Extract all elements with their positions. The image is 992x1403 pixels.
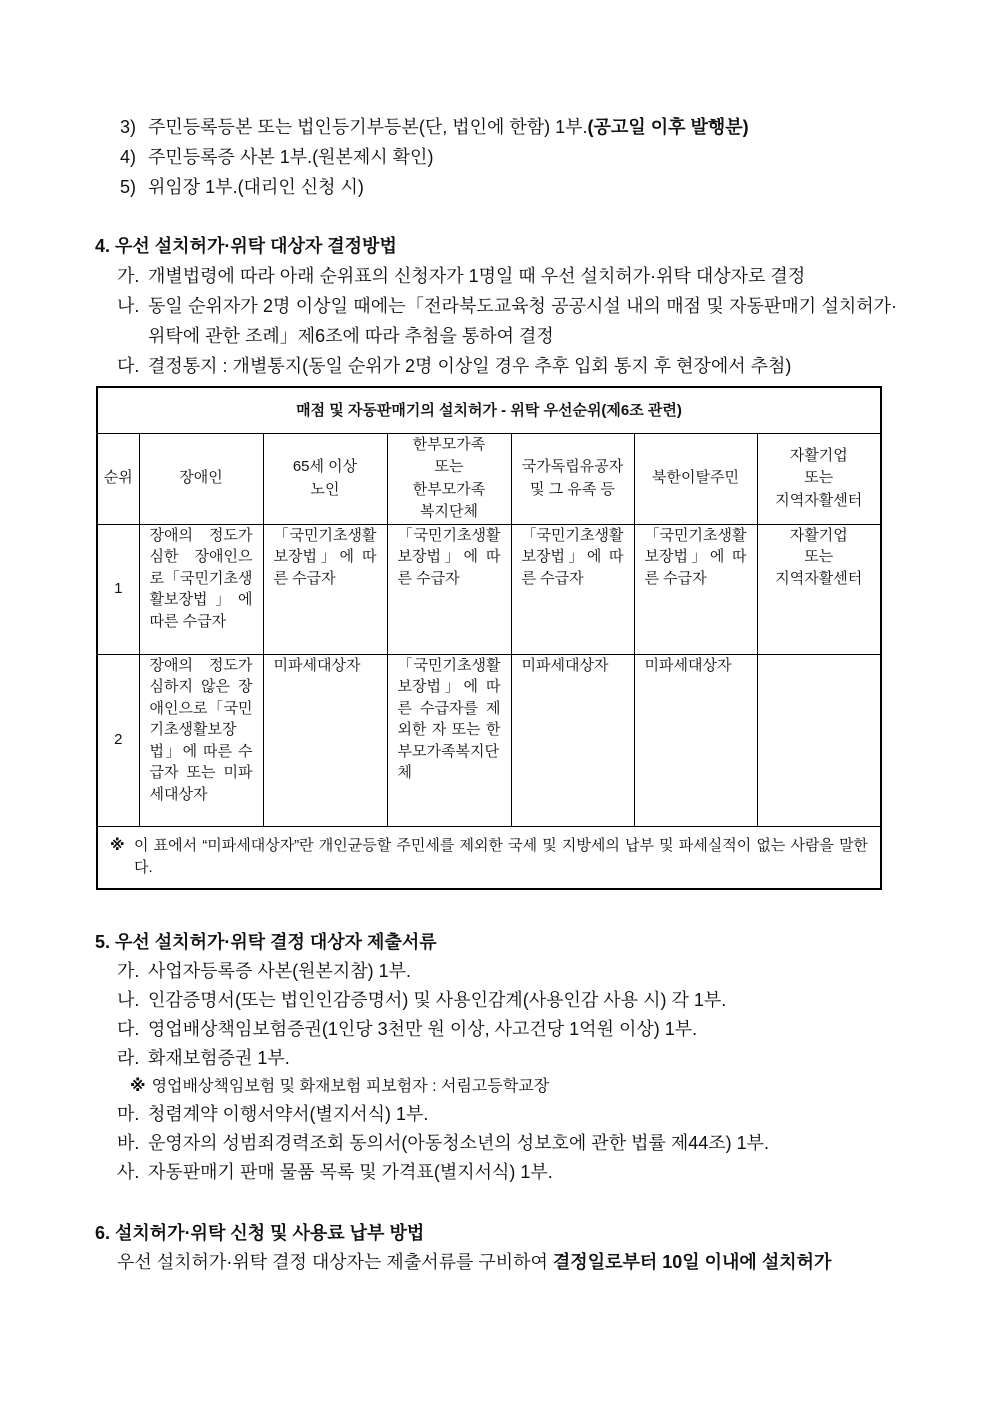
header-line: 한부모가족 xyxy=(412,435,486,453)
section-5-heading: 5. 우선 설치허가·위탁 결정 대상자 제출서류 xyxy=(95,932,437,952)
item-label: 다. xyxy=(117,356,140,376)
item-text: 자동판매기 판매 물품 목록 및 가격표(별지서식) 1부. xyxy=(148,1162,553,1182)
header-line: 장애인 xyxy=(179,469,223,487)
list-item xyxy=(95,291,897,351)
table-cell: 장애의 정도가 심한 장애인으로「국민기초생활보장법」에 따른 수급자 xyxy=(139,524,263,654)
item-emphasis: (공고일 이후 발행분) xyxy=(587,117,749,137)
table-cell: 「국민기초생활보장법」에 따른 수급자 xyxy=(511,524,634,654)
list-item xyxy=(95,1100,897,1129)
list-item xyxy=(95,112,897,142)
table-cell: 미파세대상자 xyxy=(511,654,634,826)
item-text: 운영자의 성범죄경력조회 동의서(아동청소년의 성보호에 관한 법률 제44조) 1부. xyxy=(148,1133,770,1153)
item-text: 인감증명서(또는 법인인감증명서) 및 사용인감계(사용인감 사용 시) 각 1부. xyxy=(148,990,727,1010)
header-defectors xyxy=(634,433,757,524)
list-item xyxy=(95,986,897,1015)
item-label: 라. xyxy=(117,1048,140,1068)
rank-cell: 1 xyxy=(97,524,139,654)
item-number: 3) xyxy=(120,117,137,137)
list-item xyxy=(95,1158,897,1187)
table-cell: 「국민기초생활보장법」에 따른 수급자 xyxy=(263,524,387,654)
header-line: 또는 xyxy=(434,458,464,475)
table-row xyxy=(97,654,881,826)
item-text: 동일 순위자가 2명 이상일 때에는「전라북도교육청 공공시설 내의 매점 및 자동판매기 설치허가·위탁에 관한 조례」제6조에 따라 추첨을 통하여 결정 xyxy=(148,296,897,346)
header-disabled xyxy=(139,433,263,524)
header-line: 또는 xyxy=(804,469,834,487)
item-label: 사. xyxy=(117,1162,140,1182)
header-line: 한부모가족 xyxy=(412,480,486,498)
list-item xyxy=(95,1129,897,1158)
item-number: 4) xyxy=(120,147,137,167)
table-cell xyxy=(757,654,881,826)
item-text: 영업배상책임보험증권(1인당 3천만 원 이상, 사고건당 1억원 이상) 1부. xyxy=(148,1019,698,1039)
item-label: 나. xyxy=(117,296,140,316)
reference-mark-icon: ※ xyxy=(110,837,125,855)
list-item xyxy=(95,957,897,986)
section-6-paragraph xyxy=(95,1248,897,1276)
list-item xyxy=(95,142,897,172)
item-text: 주민등록등본 또는 법인등기부등본(단, 법인에 한함) 1부. xyxy=(148,117,588,137)
priority-table xyxy=(96,386,882,890)
table-note-text: 이 표에서 “미파세대상자”란 개인균등할 주민세를 제외한 국세 및 지방세의 납부 및 파세실적이 없는 사람을 말한다. xyxy=(134,837,869,877)
table-cell: 「국민기초생활보장법」에 따른 수급자 xyxy=(387,524,511,654)
header-elderly xyxy=(263,433,387,524)
item-label: 바. xyxy=(117,1133,140,1153)
item-label: 다. xyxy=(117,1019,140,1039)
required-documents-continued xyxy=(95,112,897,202)
table-title-row xyxy=(97,387,881,433)
list-item xyxy=(95,1015,897,1044)
header-self-support xyxy=(757,433,881,524)
header-line: 복지단체 xyxy=(420,503,478,520)
cell-line: 또는 xyxy=(804,548,834,565)
header-line: 북한이탈주민 xyxy=(652,469,739,487)
table-title: 매점 및 자동판매기의 설치허가 - 위탁 우선순위(제6조 관련) xyxy=(97,387,881,433)
list-item xyxy=(95,172,897,202)
item-text: 주민등록증 사본 1부.(원본제시 확인) xyxy=(148,147,434,167)
table-note-row xyxy=(97,826,881,889)
table-cell: 「국민기초생활보장법」에 따른 수급자 xyxy=(634,524,757,654)
list-item xyxy=(95,261,897,291)
table-cell: 미파세대상자 xyxy=(634,654,757,826)
table-header-row xyxy=(97,433,881,524)
header-line: 순위 xyxy=(103,469,133,487)
item-label: 마. xyxy=(117,1104,140,1124)
item-label: 가. xyxy=(117,961,140,981)
header-single-parent xyxy=(387,433,511,524)
section-6-heading: 6. 설치허가·위탁 신청 및 사용료 납부 방법 xyxy=(95,1223,425,1243)
section-4-heading: 4. 우선 설치허가·위탁 대상자 결정방법 xyxy=(95,236,397,256)
section-5-items xyxy=(95,957,897,1187)
item-label: 나. xyxy=(117,990,140,1010)
header-patriots xyxy=(511,433,634,524)
section-4-items xyxy=(95,261,897,381)
item-text: 개별법령에 따라 아래 순위표의 신청자가 1명일 때 우선 설치허가·위탁 대상자로 결정 xyxy=(148,266,806,286)
section-6-body xyxy=(95,1248,897,1276)
table-cell: 장애의 정도가 심하지 않은 장애인으로「국민기초생활보장법」에 따른 수급자 또는 미파세대상자 xyxy=(139,654,263,826)
table-row xyxy=(97,524,881,654)
rank-cell: 2 xyxy=(97,654,139,826)
table-cell xyxy=(757,524,881,654)
list-item xyxy=(95,1044,897,1073)
insurance-note xyxy=(95,1073,897,1100)
item-body xyxy=(148,112,897,142)
header-line: 지역자활센터 xyxy=(775,491,863,509)
item-text: 사업자등록증 사본(원본지참) 1부. xyxy=(148,961,412,981)
document-page xyxy=(95,112,897,1276)
table-note-cell xyxy=(97,826,881,889)
header-line: 국가독립유공자 xyxy=(521,458,624,475)
header-line: 노인 xyxy=(310,480,340,498)
cell-line: 지역자활센터 xyxy=(775,569,863,587)
item-text: 화재보험증권 1부. xyxy=(148,1048,290,1068)
table-cell: 미파세대상자 xyxy=(263,654,387,826)
header-rank xyxy=(97,433,139,524)
table-cell: 「국민기초생활보장법」에 따른 수급자를 제외한 자 또는 한부모가족복지단체 xyxy=(387,654,511,826)
item-label: 가. xyxy=(117,266,140,286)
header-line: 및 그 유족 등 xyxy=(530,480,615,498)
item-text: 위임장 1부.(대리인 신청 시) xyxy=(148,177,364,197)
cell-line: 자활기업 xyxy=(789,526,848,544)
list-item xyxy=(95,351,897,381)
item-number: 5) xyxy=(120,177,137,197)
item-text: 결정통지 : 개별통지(동일 순위가 2명 이상일 경우 추후 입회 통지 후 현장에서 추첨) xyxy=(148,356,792,376)
insurance-note-text: 영업배상책임보험 및 화재보험 피보험자 : 서림고등학교장 xyxy=(151,1078,550,1095)
header-line: 자활기업 xyxy=(789,446,848,464)
table-note xyxy=(110,835,868,879)
paragraph-text: 우선 설치허가·위탁 결정 대상자는 제출서류를 구비하여 xyxy=(117,1252,553,1272)
paragraph-emphasis: 결정일로부터 10일 이내에 설치허가 xyxy=(552,1252,832,1272)
reference-mark-icon: ※ xyxy=(130,1078,146,1095)
item-text: 청렴계약 이행서약서(별지서식) 1부. xyxy=(148,1104,429,1124)
header-line: 65세 이상 xyxy=(292,458,358,475)
